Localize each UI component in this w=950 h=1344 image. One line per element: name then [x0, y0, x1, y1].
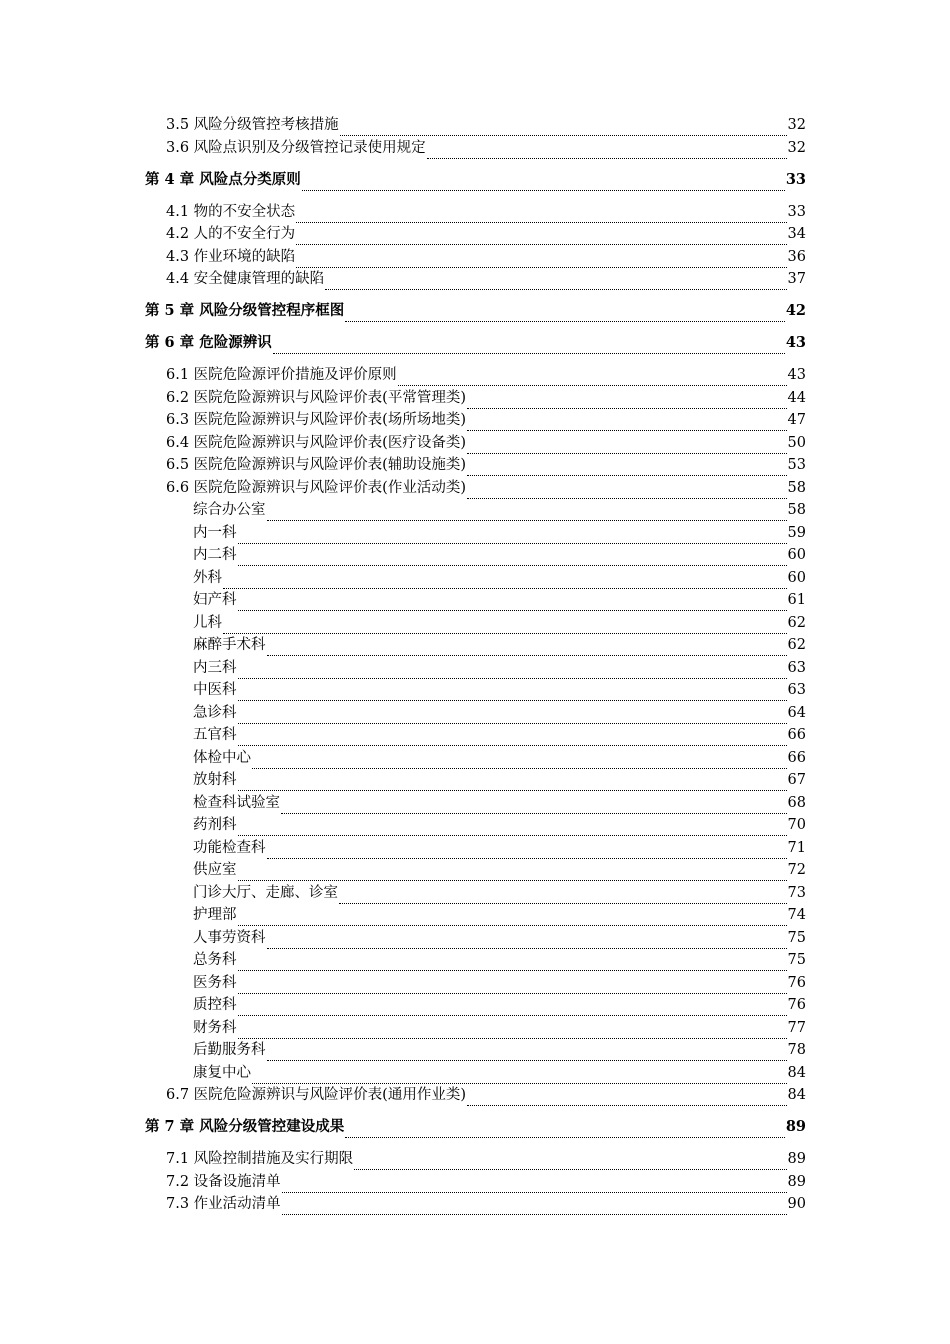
toc-entry[interactable] [166, 477, 806, 499]
toc-dot-leader [238, 999, 787, 1016]
toc-dot-leader [267, 639, 787, 656]
toc-dot-leader [398, 369, 787, 386]
toc-entry-label: 6.1 医院危险源评价措施及评价原则 [166, 367, 397, 383]
toc-entry[interactable] [193, 837, 806, 859]
toc-dot-leader [467, 437, 787, 454]
toc-entry[interactable] [193, 657, 806, 679]
toc-page-number: 33 [787, 203, 806, 220]
toc-page-number: 68 [787, 794, 806, 811]
toc-dot-leader [238, 909, 787, 926]
toc-page-number: 84 [787, 1087, 806, 1103]
toc-entry[interactable] [166, 387, 806, 409]
toc-entry-label: 康复中心 [193, 1064, 251, 1081]
toc-entry-label: 综合办公室 [193, 502, 266, 518]
toc-entry[interactable] [193, 702, 806, 724]
toc-page-number: 47 [787, 412, 806, 428]
toc-entry[interactable] [193, 679, 806, 701]
toc-entry-label: 7.2 设备设施清单 [166, 1173, 281, 1190]
toc-entry[interactable] [193, 882, 806, 904]
toc-page-number: 89 [787, 1151, 806, 1167]
toc-dot-leader [238, 594, 787, 611]
toc-entry-label: 6.6 医院危险源辨识与风险评价表(作业活动类) [166, 479, 466, 496]
toc-page-number: 63 [787, 682, 806, 698]
toc-page-number: 50 [787, 434, 806, 451]
toc-entry[interactable] [193, 927, 806, 949]
toc-dot-leader [296, 251, 786, 268]
toc-entry-label: 7.1 风险控制措施及实行期限 [166, 1151, 354, 1167]
toc-page-number: 74 [787, 907, 806, 923]
toc-entry-label: 护理部 [193, 907, 237, 923]
toc-page-number: 78 [787, 1042, 806, 1058]
toc-dot-leader [345, 1121, 785, 1138]
toc-entry[interactable] [166, 223, 806, 245]
toc-entry-label: 4.2 人的不安全行为 [166, 226, 296, 242]
toc-dot-leader [238, 527, 787, 544]
toc-entry[interactable] [193, 792, 806, 814]
toc-dot-leader [340, 119, 787, 136]
toc-entry-label: 急诊科 [193, 704, 237, 721]
toc-page-number: 66 [787, 749, 806, 766]
toc-entry[interactable] [193, 612, 806, 634]
toc-dot-leader [296, 206, 786, 223]
toc-entry-label: 供应室 [193, 862, 237, 878]
toc-page-number: 36 [787, 248, 806, 265]
toc-entry[interactable] [193, 859, 806, 881]
toc-dot-leader [238, 954, 787, 971]
toc-chapter-entry[interactable] [145, 332, 806, 354]
toc-dot-leader [238, 977, 787, 994]
toc-entry[interactable] [193, 904, 806, 926]
toc-dot-leader [238, 662, 787, 679]
toc-entry-label: 财务科 [193, 1019, 237, 1036]
toc-entry-label: 4.4 安全健康管理的缺陷 [166, 271, 325, 287]
toc-dot-leader [325, 273, 786, 290]
toc-dot-leader [238, 1022, 787, 1039]
toc-page-number: 58 [787, 502, 806, 518]
toc-entry[interactable] [166, 364, 806, 386]
toc-entry-label: 麻醉手术科 [193, 637, 266, 653]
toc-page-number: 75 [787, 929, 806, 946]
toc-entry-label: 总务科 [193, 952, 237, 968]
toc-page-number: 60 [787, 547, 806, 563]
toc-entry-label: 功能检查科 [193, 839, 266, 856]
toc-dot-leader [238, 729, 787, 746]
toc-dot-leader [339, 887, 787, 904]
toc-dot-leader [267, 842, 787, 859]
toc-page-number: 63 [787, 659, 806, 676]
toc-entry[interactable] [166, 1193, 806, 1215]
toc-entry-label: 6.5 医院危险源辨识与风险评价表(辅助设施类) [166, 457, 466, 473]
toc-entry-label: 外科 [193, 569, 222, 586]
toc-entry-label: 6.2 医院危险源辨识与风险评价表(平常管理类) [166, 389, 466, 406]
toc-entry[interactable] [193, 1017, 806, 1039]
toc-entry-label: 6.3 医院危险源辨识与风险评价表(场所场地类) [166, 412, 466, 428]
toc-dot-leader [354, 1153, 786, 1170]
toc-entry-label: 内三科 [193, 659, 237, 676]
toc-dot-leader [467, 1089, 787, 1106]
toc-entry[interactable] [193, 949, 806, 971]
toc-entry[interactable] [166, 409, 806, 431]
toc-page-number: 61 [787, 592, 806, 608]
toc-page-number: 76 [787, 974, 806, 991]
toc-entry[interactable] [166, 201, 806, 223]
toc-dot-leader [345, 305, 785, 322]
toc-page-number: 34 [787, 226, 806, 242]
toc-entry[interactable] [193, 814, 806, 836]
toc-page-number: 32 [787, 139, 806, 156]
toc-entry[interactable] [193, 1062, 806, 1084]
toc-entry[interactable] [166, 432, 806, 454]
toc-entry[interactable] [193, 994, 806, 1016]
toc-entry-label: 6.4 医院危险源辨识与风险评价表(医疗设备类) [166, 434, 466, 451]
toc-entry-label: 儿科 [193, 614, 222, 631]
toc-entry[interactable] [166, 246, 806, 268]
toc-entry-label: 妇产科 [193, 592, 237, 608]
toc-entry-label: 6.7 医院危险源辨识与风险评价表(通用作业类) [166, 1087, 466, 1103]
toc-entry[interactable] [166, 1084, 806, 1106]
toc-page-number: 59 [787, 524, 806, 541]
toc-entry-label: 五官科 [193, 727, 237, 743]
toc-entry-label: 7.3 作业活动清单 [166, 1196, 281, 1212]
toc-entry-label: 中医科 [193, 682, 237, 698]
toc-entry[interactable] [193, 724, 806, 746]
toc-dot-leader [252, 752, 787, 769]
toc-chapter-entry[interactable] [145, 300, 806, 322]
toc-dot-leader [238, 684, 787, 701]
toc-dot-leader [267, 1044, 787, 1061]
toc-page-number: 89 [785, 1118, 806, 1135]
toc-entry-label: 后勤服务科 [193, 1042, 266, 1058]
toc-dot-leader [267, 932, 787, 949]
toc-page-number: 89 [787, 1173, 806, 1190]
toc-page-number: 43 [785, 334, 806, 351]
toc-dot-leader [238, 707, 787, 724]
toc-dot-leader [238, 864, 787, 881]
toc-entry[interactable] [166, 1148, 806, 1170]
toc-page-number: 71 [787, 839, 806, 856]
toc-page-number: 62 [787, 614, 806, 631]
toc-chapter-entry[interactable] [145, 169, 806, 191]
toc-dot-leader [282, 1176, 787, 1193]
toc-dot-leader [273, 337, 785, 354]
toc-entry-label: 内二科 [193, 547, 237, 563]
toc-page-number: 60 [787, 569, 806, 586]
toc-page-number: 73 [787, 884, 806, 901]
toc-page-number: 53 [787, 457, 806, 473]
toc-entry-label: 4.1 物的不安全状态 [166, 203, 296, 220]
toc-page-number: 72 [787, 862, 806, 878]
toc-entry[interactable] [166, 454, 806, 476]
toc-entry[interactable] [166, 137, 806, 159]
toc-entry-label: 医务科 [193, 974, 237, 991]
toc-entry[interactable] [193, 589, 806, 611]
toc-dot-leader [282, 1198, 787, 1215]
toc-dot-leader [427, 142, 787, 159]
toc-entry-label: 4.3 作业环境的缺陷 [166, 248, 296, 265]
toc-dot-leader [281, 797, 787, 814]
toc-entry[interactable] [193, 567, 806, 589]
toc-dot-leader [467, 414, 787, 431]
toc-entry-label: 检查科试验室 [193, 794, 280, 811]
toc-entry-label: 第 4 章 风险点分类原则 [145, 170, 301, 188]
toc-page-number: 70 [787, 817, 806, 833]
toc-entry[interactable] [193, 522, 806, 544]
toc-entry[interactable] [193, 1039, 806, 1061]
toc-entry-label: 内一科 [193, 524, 237, 541]
toc-entry[interactable] [166, 268, 806, 290]
toc-page-number: 84 [787, 1064, 806, 1081]
toc-entry[interactable] [166, 1171, 806, 1193]
toc-dot-leader [238, 774, 787, 791]
toc-page-number: 66 [787, 727, 806, 743]
toc-entry-label: 3.5 风险分级管控考核措施 [166, 117, 339, 133]
toc-page-number: 62 [787, 637, 806, 653]
toc-page-number: 44 [787, 389, 806, 406]
toc-dot-leader [238, 819, 787, 836]
toc-entry[interactable] [193, 634, 806, 656]
toc-page-number: 32 [787, 117, 806, 133]
toc-entry-label: 质控科 [193, 997, 237, 1013]
toc-dot-leader [223, 617, 787, 634]
toc-entry-label: 药剂科 [193, 817, 237, 833]
toc-page-number: 75 [787, 952, 806, 968]
toc-entry-label: 体检中心 [193, 749, 251, 766]
toc-entry-label: 第 6 章 危险源辨识 [145, 334, 272, 351]
toc-dot-leader [467, 459, 787, 476]
toc-dot-leader [252, 1067, 787, 1084]
toc-entry-label: 门诊大厅、走廊、诊室 [193, 884, 338, 901]
toc-entry[interactable] [193, 544, 806, 566]
toc-dot-leader [296, 228, 786, 245]
toc-page-number: 58 [787, 479, 806, 496]
toc-entry[interactable] [193, 769, 806, 791]
toc-entry[interactable] [193, 972, 806, 994]
toc-dot-leader [302, 174, 785, 191]
toc-dot-leader [223, 572, 787, 589]
toc-page-number: 77 [787, 1019, 806, 1036]
toc-entry[interactable] [193, 747, 806, 769]
toc-page-number: 33 [785, 170, 806, 188]
toc-entry-label: 3.6 风险点识别及分级管控记录使用规定 [166, 139, 426, 156]
toc-chapter-entry[interactable] [145, 1116, 806, 1138]
toc-entry-label: 放射科 [193, 772, 237, 788]
toc-dot-leader [467, 392, 787, 409]
toc-dot-leader [267, 504, 787, 521]
toc-page-number: 37 [787, 271, 806, 287]
toc-dot-leader [238, 549, 787, 566]
toc-page-number: 43 [787, 367, 806, 383]
toc-entry[interactable] [166, 114, 806, 136]
toc-page-number: 64 [787, 704, 806, 721]
toc-page-number: 90 [787, 1196, 806, 1212]
toc-dot-leader [467, 482, 787, 499]
toc-page-number: 42 [785, 302, 806, 319]
toc-entry[interactable] [193, 499, 806, 521]
toc-page-number: 67 [787, 772, 806, 788]
toc-entry-label: 人事劳资科 [193, 929, 266, 946]
toc-page-number: 76 [787, 997, 806, 1013]
toc-entry-label: 第 7 章 风险分级管控建设成果 [145, 1118, 345, 1135]
toc-entry-label: 第 5 章 风险分级管控程序框图 [145, 302, 345, 319]
